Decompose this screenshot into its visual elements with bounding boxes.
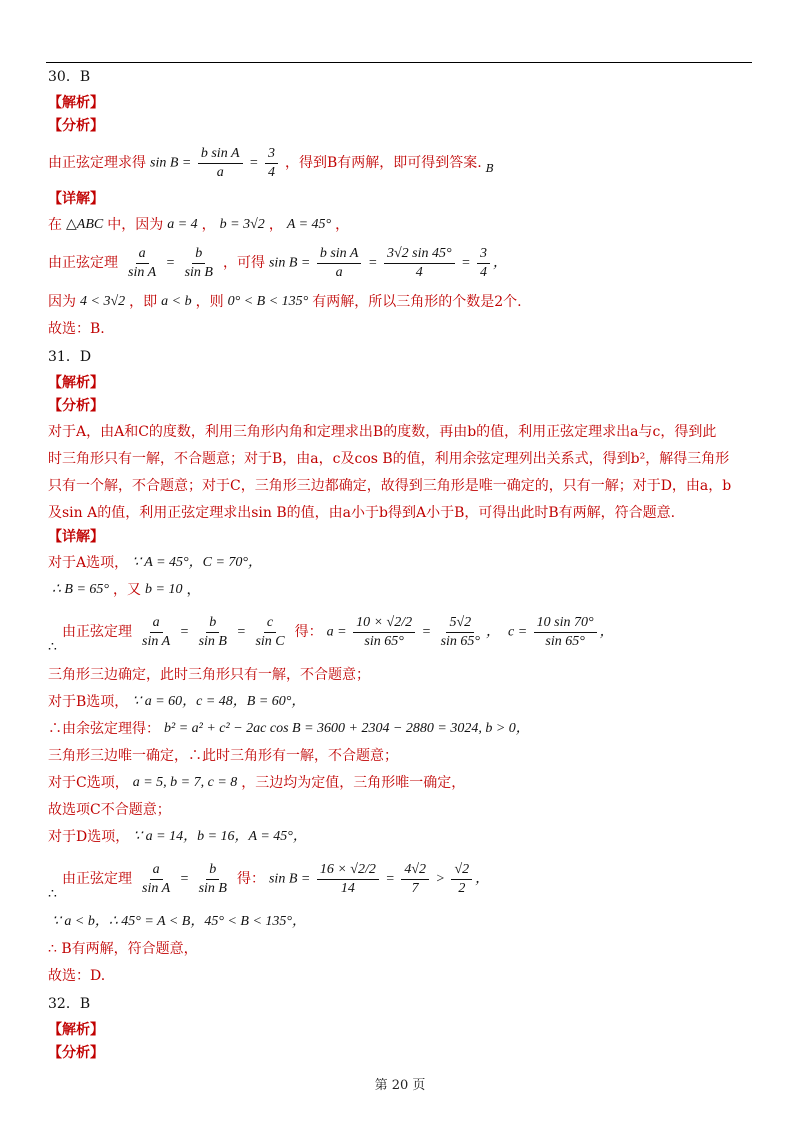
math-value: a < b <box>161 293 192 309</box>
text-segment: ，又 <box>113 581 142 598</box>
option-d-conclusion: ∴ B有两解，符合题意， <box>48 940 198 957</box>
text-segment: 得： <box>294 624 323 640</box>
tag-fenxi: 【分析】 <box>48 398 104 414</box>
analysis-post: ，得到B有两解，即可得到答案. <box>284 155 482 171</box>
analysis-line: 对于A，由A和C的度数，利用三角形内角和定理求出B的度数，再由b的值，利用正弦定理求出a与c，得到此 <box>48 423 717 440</box>
option-b-law <box>48 715 760 742</box>
text-segment: 得： <box>236 871 265 887</box>
math-value: ∵ A = 45°，C = 70°， <box>132 554 263 570</box>
tag-xiangjie: 【详解】 <box>48 529 104 545</box>
math-value: b² = a² + c² − 2ac cos B = 3600 + 2304 − 2880 = 3024, b > 0， <box>164 720 530 736</box>
a-value: a = $\frac{10 \times √2/2}{\sin 65^\circ}$ = $\frac{5√2}{\sin 65^\circ}$ ， <box>326 614 500 649</box>
text-segment: 由正弦定理 <box>48 255 118 271</box>
option-a-conclusion: 三角形三边确定，此时三角形只有一解，不合题意； <box>48 666 370 683</box>
text-segment: ，则 <box>195 293 224 310</box>
math-value: ∵ a < b，∴ 45° = A < B，45° < B < 135°， <box>52 913 306 929</box>
text-segment: ，即 <box>129 293 158 310</box>
text-segment: 对于D选项， <box>48 828 130 845</box>
math-value: 0° < B < 135° <box>227 293 309 309</box>
option-d-inequality <box>48 908 760 935</box>
text-segment: 对于A选项， <box>48 554 129 571</box>
math-value: ∵ a = 14，b = 16，A = 45°， <box>133 828 307 844</box>
conclusion: 故选：B. <box>48 320 105 337</box>
sinB-equation: sin B = $\frac{\text{b sin A}}{a}$ = $\frac{3√2 \sin 45^\circ}{4}$ = $\frac{3}{4}$ ， <box>268 245 508 280</box>
page-footer: 第 20 页 <box>374 1078 426 1093</box>
c-value: c = $\frac{10 \sin 70^\circ}{\sin 65^\circ}$ ， <box>508 614 614 649</box>
text-segment: 对于B选项， <box>48 693 129 710</box>
detail-line-2 <box>48 238 760 288</box>
math-value: a = 5, b = 7, c = 8 <box>132 774 238 790</box>
text-segment: ， <box>186 581 201 598</box>
math-value: b = 3√2 <box>219 216 265 232</box>
text-segment: 因为 <box>48 293 76 310</box>
tag-fenxi: 【分析】 <box>48 118 104 134</box>
text-segment: 由正弦定理 <box>62 871 132 887</box>
math-value: b = 10 <box>145 581 183 597</box>
text-segment: 由正弦定理 <box>62 624 132 640</box>
tag-jiexi: 【解析】 <box>48 95 104 111</box>
text-segment: ∴由余弦定理得： <box>48 720 160 737</box>
sinB-equation: sin B = $\frac{16 \times √2/2}{14}$ = $\frac{4√2}{7}$ > $\frac{√2}{2}$ ， <box>268 861 490 896</box>
option-c-line <box>48 769 760 796</box>
option-a-law <box>48 603 760 661</box>
option-a-line <box>48 549 760 576</box>
option-a-B <box>48 576 760 603</box>
question-number: 32．B <box>48 996 91 1012</box>
text-segment: 在 <box>48 216 62 233</box>
analysis-line <box>48 138 760 188</box>
triangle-label: △ABC <box>66 216 104 232</box>
math-value: ∴ B = 65° <box>52 581 110 597</box>
analysis-equation: sin B = $\frac{\text{b sin A}}{a}$ = $\frac{3}{4}$ <box>150 145 281 182</box>
question-number: 31．D <box>48 349 92 365</box>
detail-line-3 <box>48 288 760 315</box>
text-segment: 对于C选项， <box>48 774 129 791</box>
math-value: 4 < 3√2 <box>80 293 126 309</box>
option-b-line <box>48 688 760 715</box>
question-number: 30．B <box>48 69 91 85</box>
tag-jiexi: 【解析】 <box>48 1022 104 1038</box>
analysis-line: 及sin A的值，利用正弦定理求出sin B的值，由a小于b得到A小于B，可得出此时B有两解，符合题意. <box>48 504 676 521</box>
law-of-sines: $\frac{a}{\text{sin A}}$ = $\frac{b}{\text{sin B}}$ = $\frac{c}{\text{sin C}}$ <box>142 614 285 649</box>
conclusion: 故选：D. <box>48 967 106 984</box>
therefore-symbol: ∴ <box>48 639 57 655</box>
document-body <box>48 62 760 1065</box>
law-of-sines: $\frac{a}{\text{sin A}}$ = $\frac{b}{\text{sin B}}$ <box>128 245 213 280</box>
detail-line-1: 在 △ABC 中，因为 a = 4 ， b = 3√2 ， A = 45° ， <box>48 216 350 233</box>
option-d-law <box>48 850 760 908</box>
text-segment: ，三边均为定值，三角形唯一确定， <box>241 774 466 791</box>
tag-xiangjie: 【详解】 <box>48 191 104 207</box>
option-b-conclusion: 三角形三边唯一确定，∴此时三角形有一解，不合题意； <box>48 747 398 764</box>
tag-fenxi: 【分析】 <box>48 1045 104 1061</box>
analysis-line: 只有一个解，不合题意；对于C，三角形三边都确定，故得到三角形是唯一确定的，只有一解；对于D，由a，b <box>48 477 732 494</box>
text-segment: ，可得 <box>222 255 265 271</box>
math-value: ∵ a = 60，c = 48，B = 60°， <box>132 693 306 709</box>
option-d-line <box>48 823 760 850</box>
option-c-conclusion: 故选项C不合题意； <box>48 801 171 818</box>
analysis-pre: 由正弦定理求得 <box>48 155 146 171</box>
math-value: A = 45° <box>286 216 332 232</box>
tag-jiexi: 【解析】 <box>48 375 104 391</box>
text-segment: 有两解，所以三角形的个数是2个. <box>312 293 522 310</box>
therefore-symbol: ∴ <box>48 886 57 902</box>
analysis-line: 时三角形只有一解，不合题意；对于B，由a，c及cos B的值，利用余弦定理列出关系式，得到b²，解得三角形 <box>48 450 730 467</box>
analysis-trailing: B <box>485 162 494 175</box>
math-value: a = 4 <box>167 216 198 232</box>
law-of-sines: $\frac{a}{\text{sin A}}$ = $\frac{b}{\text{sin B}}$ <box>142 861 227 896</box>
text-segment: 中，因为 <box>107 216 164 233</box>
